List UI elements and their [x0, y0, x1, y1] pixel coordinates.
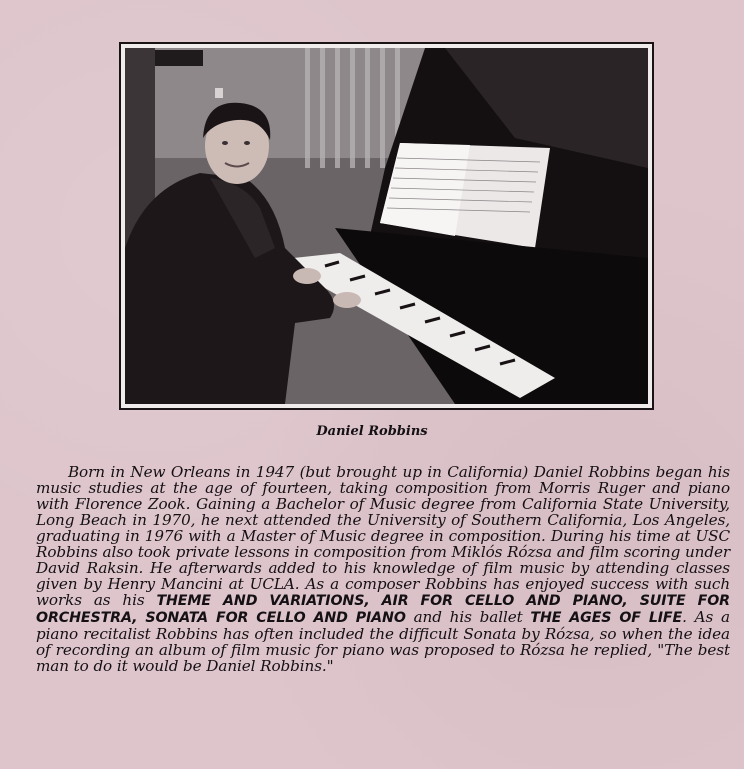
bio-text-3: . As a piano recitalist Robbins has often included the difficult Sonata by Rózsa, so when the idea of recording an album of film music for piano was proposed to Rózsa he replied, "The best man to do it would be Daniel Robbins.": [36, 608, 730, 675]
biography-paragraph: [36, 464, 730, 674]
bio-text-1: Born in New Orleans in 1947 (but brought up in California) Daniel Robbins began his music studies at the age of fourteen, taking composition from Morris Ruger and piano with Florence Zook. Gaining a Bachelor of Music degree from California State University, Long Beach in 1970, he next attended the University of Southern California, Los Angeles, graduating in 1976 with a Master of Music degree in composition. During his time at USC Robbins also took private lessons in composition from Miklós Rózsa and film scoring under David Raksin. He afterwards added to his knowledge of film music by attending classes given by Henry Mancini at UCLA. As a composer Robbins has enjoyed success with such works as his: [36, 463, 730, 609]
pianist-photo: [125, 48, 648, 404]
photo-frame: [119, 42, 654, 410]
ballet-title: THE AGES OF LIFE: [530, 610, 683, 626]
works-list: THEME AND VARIATIONS, AIR FOR CELLO AND PIANO, SUITE FOR ORCHESTRA, SONATA FOR CELLO AND PIANO: [36, 593, 730, 626]
photo-caption: Daniel Robbins: [316, 424, 428, 439]
bio-text-2: and his ballet: [405, 608, 531, 626]
